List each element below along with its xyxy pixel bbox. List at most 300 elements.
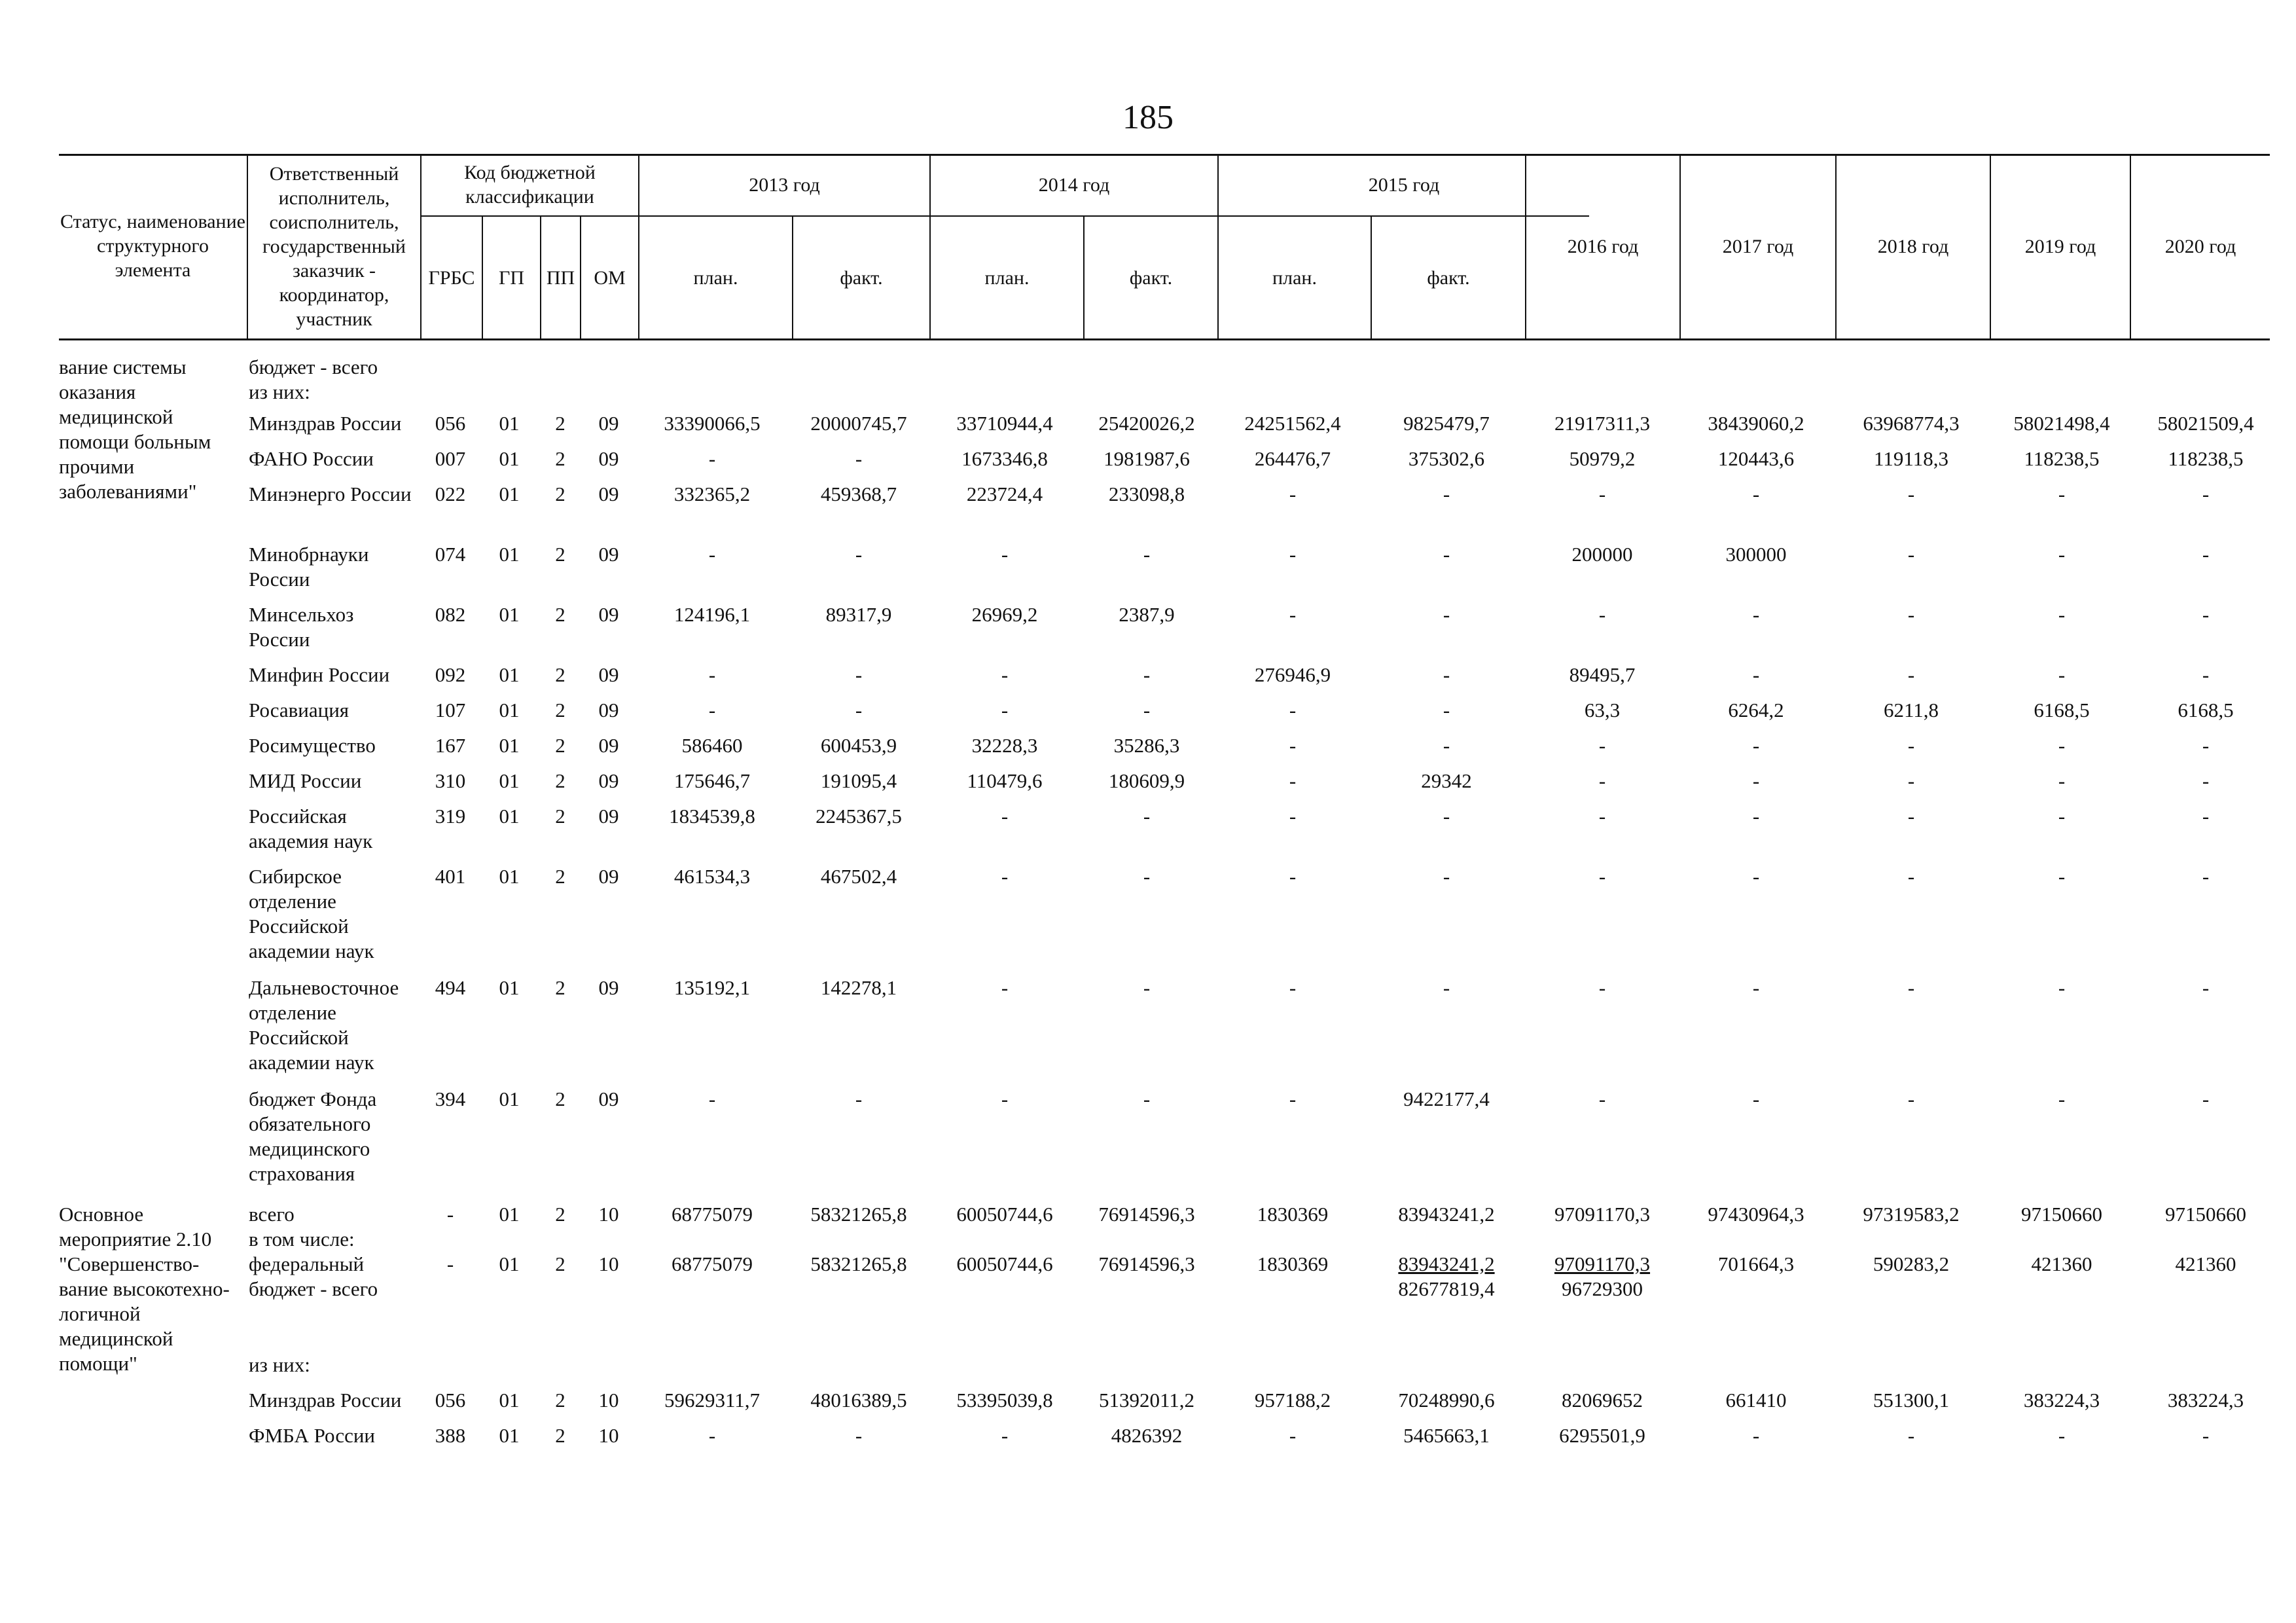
value-cell: 33710944,4 xyxy=(956,412,1053,435)
value-cell: - xyxy=(1598,483,1606,505)
value-cell: - xyxy=(1598,1087,1606,1110)
budget-code-cell: 09 xyxy=(598,483,619,505)
value-cell: 421360 xyxy=(2175,1252,2236,1275)
budget-code-cell: 01 xyxy=(499,734,520,757)
value-cell: - xyxy=(2058,663,2066,686)
budget-code-cell: 01 xyxy=(499,976,520,999)
value-cell: - xyxy=(855,447,863,470)
value-cell: 5465663,1 xyxy=(1403,1424,1490,1447)
value-cell: 97091170,3 xyxy=(1554,1252,1651,1275)
budget-code-cell: 2 xyxy=(555,543,565,566)
value-cell: - xyxy=(1443,734,1450,757)
value-cell: - xyxy=(1598,865,1606,888)
value-cell: - xyxy=(1443,805,1450,828)
value-cell: 701664,3 xyxy=(1717,1252,1795,1275)
header-pp: ПП xyxy=(546,266,575,289)
value-cell: - xyxy=(1001,865,1009,888)
header-budget-code: Код бюджетной классификации xyxy=(464,162,596,208)
value-cell: 29342 xyxy=(1421,769,1472,792)
value-cell: - xyxy=(2202,865,2210,888)
budget-code-cell: 09 xyxy=(598,412,619,435)
value-cell: 60050744,6 xyxy=(956,1252,1053,1275)
value-cell: 551300,1 xyxy=(1873,1389,1950,1412)
value-cell: 135192,1 xyxy=(673,976,751,999)
budget-code-cell: 074 xyxy=(435,543,466,566)
budget-code-cell: 01 xyxy=(499,543,520,566)
value-cell: - xyxy=(708,1087,716,1110)
value-cell: - xyxy=(2058,805,2066,828)
value-cell: - xyxy=(855,699,863,721)
budget-code-cell: 01 xyxy=(499,769,520,792)
budget-code-cell: 082 xyxy=(435,603,466,626)
budget-code-cell: 01 xyxy=(499,805,520,828)
value-cell: - xyxy=(2202,976,2210,999)
value-cell: 661410 xyxy=(1725,1389,1787,1412)
value-cell: - xyxy=(2202,663,2210,686)
value-cell: 6211,8 xyxy=(1883,699,1939,721)
row-name: Росимущество xyxy=(249,734,376,757)
page-number: 185 xyxy=(1122,99,1174,136)
value-cell: 24251562,4 xyxy=(1244,412,1341,435)
value-cell: - xyxy=(2058,734,2066,757)
value-cell: - xyxy=(1907,734,1915,757)
block2-including-label: в том числе: xyxy=(249,1228,355,1250)
value-cell: 233098,8 xyxy=(1108,483,1185,505)
budget-code-cell: 2 xyxy=(555,663,565,686)
header-gp: ГП xyxy=(498,266,524,289)
row-name: Российская академия наук xyxy=(249,805,373,852)
budget-code-cell: 056 xyxy=(435,1389,466,1412)
value-cell: 120443,6 xyxy=(1717,447,1795,470)
budget-code-cell: 09 xyxy=(598,805,619,828)
value-cell: - xyxy=(1907,543,1915,566)
value-cell: - xyxy=(2202,1424,2210,1447)
value-cell: 175646,7 xyxy=(673,769,751,792)
row-name: МИД России xyxy=(249,769,362,792)
value-cell: - xyxy=(1001,699,1009,721)
header-2013-fact: факт. xyxy=(840,266,883,289)
header-bottom-rule xyxy=(59,338,2270,340)
row-name: ФАНО России xyxy=(249,447,374,470)
value-cell: - xyxy=(1907,865,1915,888)
value-cell: 6295501,9 xyxy=(1559,1424,1645,1447)
budget-code-cell: 2 xyxy=(555,483,565,505)
value-cell: - xyxy=(1443,543,1450,566)
value-cell: - xyxy=(708,663,716,686)
value-cell: 68775079 xyxy=(672,1203,753,1226)
budget-code-cell: - xyxy=(446,1252,454,1275)
value-cell: 467502,4 xyxy=(820,865,897,888)
row-name: Минобрнауки России xyxy=(249,543,369,591)
value-cell: 9825479,7 xyxy=(1403,412,1490,435)
value-cell: 590283,2 xyxy=(1873,1252,1950,1275)
value-cell: - xyxy=(2058,543,2066,566)
value-cell: - xyxy=(1752,1087,1760,1110)
value-cell: 461534,3 xyxy=(673,865,751,888)
value-cell: - xyxy=(1143,543,1151,566)
value-cell: 9422177,4 xyxy=(1403,1087,1490,1110)
value-cell: - xyxy=(1752,483,1760,505)
value-cell: - xyxy=(2058,603,2066,626)
value-cell: 63968774,3 xyxy=(1863,412,1960,435)
value-cell: 1830369 xyxy=(1257,1252,1329,1275)
value-cell: 26969,2 xyxy=(971,603,1038,626)
block1-status: вание системы оказания медицинской помощи больным прочими заболеваниями" xyxy=(59,356,211,503)
value-cell: 58021509,4 xyxy=(2157,412,2254,435)
value-cell: - xyxy=(1907,1424,1915,1447)
value-cell: - xyxy=(1143,663,1151,686)
value-cell: 35286,3 xyxy=(1113,734,1180,757)
value-cell: - xyxy=(1001,663,1009,686)
value-cell: 97150660 xyxy=(2165,1203,2246,1226)
value-cell: - xyxy=(1143,976,1151,999)
budget-code-cell: 2 xyxy=(555,447,565,470)
budget-code-cell: 01 xyxy=(499,1087,520,1110)
value-cell: 2387,9 xyxy=(1119,603,1175,626)
value-cell: - xyxy=(1001,805,1009,828)
value-cell: 97430964,3 xyxy=(1708,1203,1804,1226)
header-2015-plan: план. xyxy=(1272,266,1317,289)
value-cell: 58021498,4 xyxy=(2013,412,2110,435)
budget-code-cell: 2 xyxy=(555,1203,565,1226)
value-cell: 25420026,2 xyxy=(1098,412,1195,435)
budget-code-cell: 10 xyxy=(598,1203,619,1226)
corrected-value: 96729300 xyxy=(1562,1277,1643,1300)
value-cell: 76914596,3 xyxy=(1098,1203,1195,1226)
budget-code-cell: 056 xyxy=(435,412,466,435)
value-cell: - xyxy=(1752,769,1760,792)
value-cell: - xyxy=(1598,734,1606,757)
budget-code-cell: 09 xyxy=(598,769,619,792)
value-cell: - xyxy=(1907,603,1915,626)
value-cell: - xyxy=(2058,865,2066,888)
value-cell: 300000 xyxy=(1725,543,1787,566)
value-cell: 76914596,3 xyxy=(1098,1252,1195,1275)
header-2013-plan: план. xyxy=(693,266,738,289)
budget-code-cell: 01 xyxy=(499,603,520,626)
budget-code-cell: 09 xyxy=(598,663,619,686)
value-cell: - xyxy=(1289,805,1297,828)
header-2014: 2014 год xyxy=(1038,173,1110,196)
value-cell: 586460 xyxy=(681,734,743,757)
row-name: всего xyxy=(249,1203,295,1226)
value-cell: - xyxy=(855,1087,863,1110)
value-cell: 383224,3 xyxy=(2167,1389,2244,1412)
value-cell: - xyxy=(1143,699,1151,721)
value-cell: 118238,5 xyxy=(2168,447,2244,470)
value-cell: 89317,9 xyxy=(825,603,892,626)
budget-code-cell: 167 xyxy=(435,734,466,757)
budget-code-cell: 01 xyxy=(499,663,520,686)
corrected-value: 82677819,4 xyxy=(1398,1277,1495,1300)
value-cell: 89495,7 xyxy=(1569,663,1636,686)
budget-code-cell: 01 xyxy=(499,699,520,721)
budget-code-cell: 2 xyxy=(555,976,565,999)
value-cell: 124196,1 xyxy=(673,603,751,626)
value-cell: - xyxy=(1907,976,1915,999)
value-cell: 2245367,5 xyxy=(816,805,902,828)
budget-code-cell: - xyxy=(446,1203,454,1226)
value-cell: - xyxy=(2058,1424,2066,1447)
value-cell: - xyxy=(1001,543,1009,566)
budget-code-cell: 01 xyxy=(499,447,520,470)
value-cell: - xyxy=(2058,769,2066,792)
row-name: Минсельхоз России xyxy=(249,603,354,651)
row-name: Росавиация xyxy=(249,699,350,721)
budget-code-cell: 09 xyxy=(598,603,619,626)
value-cell: - xyxy=(2202,1087,2210,1110)
value-cell: - xyxy=(1752,603,1760,626)
value-cell: 97319583,2 xyxy=(1863,1203,1960,1226)
value-cell: 58321265,8 xyxy=(810,1203,907,1226)
value-cell: 97150660 xyxy=(2021,1203,2102,1226)
budget-code-cell: 01 xyxy=(499,1389,520,1412)
budget-code-cell: 2 xyxy=(555,805,565,828)
value-cell: 53395039,8 xyxy=(956,1389,1053,1412)
block1-budget-total-label: бюджет - всего xyxy=(249,356,378,378)
value-cell: - xyxy=(2202,603,2210,626)
value-cell: - xyxy=(2202,769,2210,792)
value-cell: 110479,6 xyxy=(967,769,1043,792)
value-cell: - xyxy=(1143,1087,1151,1110)
budget-code-cell: 022 xyxy=(435,483,466,505)
budget-code-cell: 01 xyxy=(499,412,520,435)
value-cell: - xyxy=(1289,483,1297,505)
budget-code-cell: 10 xyxy=(598,1424,619,1447)
value-cell: 421360 xyxy=(2031,1252,2092,1275)
value-cell: - xyxy=(1443,483,1450,505)
value-cell: 82069652 xyxy=(1562,1389,1643,1412)
value-cell: - xyxy=(1752,976,1760,999)
value-cell: - xyxy=(2058,1087,2066,1110)
row-name: федеральный бюджет - всего xyxy=(249,1252,378,1300)
value-cell: 957188,2 xyxy=(1254,1389,1331,1412)
value-cell: 83943241,2 xyxy=(1398,1252,1495,1275)
header-grbs: ГРБС xyxy=(428,266,475,289)
value-cell: 60050744,6 xyxy=(956,1203,1053,1226)
value-cell: 50979,2 xyxy=(1569,447,1636,470)
value-cell: - xyxy=(1001,1424,1009,1447)
budget-code-cell: 2 xyxy=(555,1424,565,1447)
value-cell: - xyxy=(1752,865,1760,888)
row-name: бюджет Фонда обязательного медицинского страхования xyxy=(249,1087,377,1185)
value-cell: - xyxy=(855,543,863,566)
value-cell: - xyxy=(1289,543,1297,566)
value-cell: 118238,5 xyxy=(2024,447,2100,470)
value-cell: - xyxy=(855,1424,863,1447)
table-header xyxy=(59,154,2270,340)
budget-code-cell: 09 xyxy=(598,447,619,470)
value-cell: - xyxy=(2058,976,2066,999)
value-cell: - xyxy=(2202,734,2210,757)
value-cell: 70248990,6 xyxy=(1398,1389,1495,1412)
value-cell: - xyxy=(1443,699,1450,721)
row-name: Минэнерго России xyxy=(249,483,412,505)
value-cell: 223724,4 xyxy=(966,483,1043,505)
value-cell: - xyxy=(1001,1087,1009,1110)
header-2020: 2020 год xyxy=(2164,235,2236,257)
budget-code-cell: 092 xyxy=(435,663,466,686)
header-2015-fact: факт. xyxy=(1427,266,1470,289)
value-cell: 83943241,2 xyxy=(1398,1203,1495,1226)
value-cell: - xyxy=(1907,663,1915,686)
value-cell: - xyxy=(1752,805,1760,828)
value-cell: - xyxy=(2202,543,2210,566)
value-cell: 264476,7 xyxy=(1254,447,1331,470)
budget-code-cell: 09 xyxy=(598,734,619,757)
value-cell: - xyxy=(1443,976,1450,999)
budget-code-cell: 494 xyxy=(435,976,466,999)
budget-code-cell: 2 xyxy=(555,1252,565,1275)
value-cell: - xyxy=(1289,1087,1297,1110)
header-executor: Ответственный исполнитель, соисполнитель, государственный заказчик - координатор, участник xyxy=(262,162,406,330)
budget-code-cell: 09 xyxy=(598,865,619,888)
value-cell: - xyxy=(1289,1424,1297,1447)
value-cell: 1981987,6 xyxy=(1103,447,1190,470)
value-cell: - xyxy=(1598,769,1606,792)
value-cell: 51392011,2 xyxy=(1098,1389,1195,1412)
value-cell: - xyxy=(1443,663,1450,686)
header-2014-fact: факт. xyxy=(1129,266,1173,289)
value-cell: 119118,3 xyxy=(1874,447,1948,470)
value-cell: 4826392 xyxy=(1111,1424,1183,1447)
budget-code-cell: 01 xyxy=(499,483,520,505)
value-cell: - xyxy=(1289,769,1297,792)
value-cell: - xyxy=(1001,976,1009,999)
value-cell: 38439060,2 xyxy=(1708,412,1804,435)
value-cell: 1830369 xyxy=(1257,1203,1329,1226)
value-cell: - xyxy=(1907,769,1915,792)
value-cell: 48016389,5 xyxy=(810,1389,907,1412)
budget-code-cell: 01 xyxy=(499,1424,520,1447)
value-cell: - xyxy=(1752,663,1760,686)
header-2018: 2018 год xyxy=(1877,235,1949,257)
row-name: Минздрав России xyxy=(249,412,402,435)
value-cell: - xyxy=(1289,699,1297,721)
budget-code-cell: 10 xyxy=(598,1252,619,1275)
budget-code-cell: 2 xyxy=(555,603,565,626)
header-2015: 2015 год xyxy=(1368,173,1440,196)
value-cell: - xyxy=(1907,805,1915,828)
row-name: ФМБА России xyxy=(249,1424,376,1447)
budget-code-cell: 2 xyxy=(555,865,565,888)
value-cell: 191095,4 xyxy=(820,769,897,792)
budget-code-cell: 09 xyxy=(598,543,619,566)
value-cell: - xyxy=(1752,734,1760,757)
value-cell: - xyxy=(1598,603,1606,626)
header-2014-plan: план. xyxy=(984,266,1030,289)
block2-of-which-label: из них: xyxy=(249,1353,310,1376)
header-2013: 2013 год xyxy=(749,173,820,196)
value-cell: - xyxy=(1598,805,1606,828)
value-cell: 1673346,8 xyxy=(961,447,1048,470)
budget-code-cell: 310 xyxy=(435,769,466,792)
budget-code-cell: 2 xyxy=(555,1389,565,1412)
value-cell: 600453,9 xyxy=(820,734,897,757)
budget-code-cell: 107 xyxy=(435,699,466,721)
budget-code-cell: 2 xyxy=(555,769,565,792)
value-cell: 383224,3 xyxy=(2023,1389,2100,1412)
budget-code-cell: 2 xyxy=(555,699,565,721)
value-cell: 68775079 xyxy=(672,1252,753,1275)
budget-code-cell: 09 xyxy=(598,699,619,721)
value-cell: - xyxy=(855,663,863,686)
row-name: Сибирское отделение Российской академии наук xyxy=(249,865,374,962)
value-cell: 33390066,5 xyxy=(664,412,761,435)
value-cell: - xyxy=(1443,603,1450,626)
block2-status: Основное мероприятие 2.10 "Совершенство-вание высокотехно-логичной медицинской помощи" xyxy=(59,1203,230,1375)
value-cell: - xyxy=(708,543,716,566)
value-cell: - xyxy=(1289,734,1297,757)
value-cell: 1834539,8 xyxy=(669,805,755,828)
budget-code-cell: 394 xyxy=(435,1087,466,1110)
value-cell: - xyxy=(2058,483,2066,505)
block1-of-which-label: из них: xyxy=(249,380,310,403)
value-cell: 375302,6 xyxy=(1408,447,1485,470)
value-cell: - xyxy=(1289,976,1297,999)
value-cell: - xyxy=(1907,483,1915,505)
budget-code-cell: 319 xyxy=(435,805,466,828)
value-cell: 21917311,3 xyxy=(1554,412,1651,435)
budget-code-cell: 01 xyxy=(499,1203,520,1226)
budget-code-cell: 09 xyxy=(598,976,619,999)
budget-code-cell: 2 xyxy=(555,1087,565,1110)
value-cell: 200000 xyxy=(1571,543,1633,566)
value-cell: 276946,9 xyxy=(1254,663,1331,686)
budget-code-cell: 09 xyxy=(598,1087,619,1110)
value-cell: 332365,2 xyxy=(673,483,751,505)
value-cell: - xyxy=(708,1424,716,1447)
value-cell: 6264,2 xyxy=(1728,699,1784,721)
budget-code-cell: 007 xyxy=(435,447,466,470)
budget-code-cell: 2 xyxy=(555,412,565,435)
budget-code-cell: 388 xyxy=(435,1424,466,1447)
value-cell: 6168,5 xyxy=(2034,699,2090,721)
value-cell: 32228,3 xyxy=(971,734,1038,757)
budget-code-cell: 2 xyxy=(555,734,565,757)
value-cell: - xyxy=(1907,1087,1915,1110)
value-cell: - xyxy=(2202,805,2210,828)
header-2016: 2016 год xyxy=(1567,235,1639,257)
budget-code-cell: 01 xyxy=(499,1252,520,1275)
value-cell: - xyxy=(708,699,716,721)
budget-code-cell: 01 xyxy=(499,865,520,888)
value-cell: - xyxy=(1289,865,1297,888)
value-cell: 58321265,8 xyxy=(810,1252,907,1275)
value-cell: - xyxy=(1143,805,1151,828)
budget-code-cell: 10 xyxy=(598,1389,619,1412)
value-cell: 142278,1 xyxy=(820,976,897,999)
header-2017: 2017 год xyxy=(1722,235,1794,257)
value-cell: 459368,7 xyxy=(820,483,897,505)
value-cell: 6168,5 xyxy=(2178,699,2234,721)
header-om: ОМ xyxy=(594,266,626,289)
value-cell: 180609,9 xyxy=(1108,769,1185,792)
budget-code-cell: 401 xyxy=(435,865,466,888)
value-cell: - xyxy=(708,447,716,470)
row-name: Минфин России xyxy=(249,663,390,686)
value-cell: - xyxy=(1598,976,1606,999)
row-name: Дальневосточное отделение Российской академии наук xyxy=(249,976,399,1074)
value-cell: - xyxy=(1752,1424,1760,1447)
value-cell: - xyxy=(1143,865,1151,888)
value-cell: 59629311,7 xyxy=(664,1389,761,1412)
value-cell: - xyxy=(1443,865,1450,888)
value-cell: 20000745,7 xyxy=(810,412,907,435)
value-cell: - xyxy=(2202,483,2210,505)
row-name: Минздрав России xyxy=(249,1389,402,1412)
value-cell: - xyxy=(1289,603,1297,626)
